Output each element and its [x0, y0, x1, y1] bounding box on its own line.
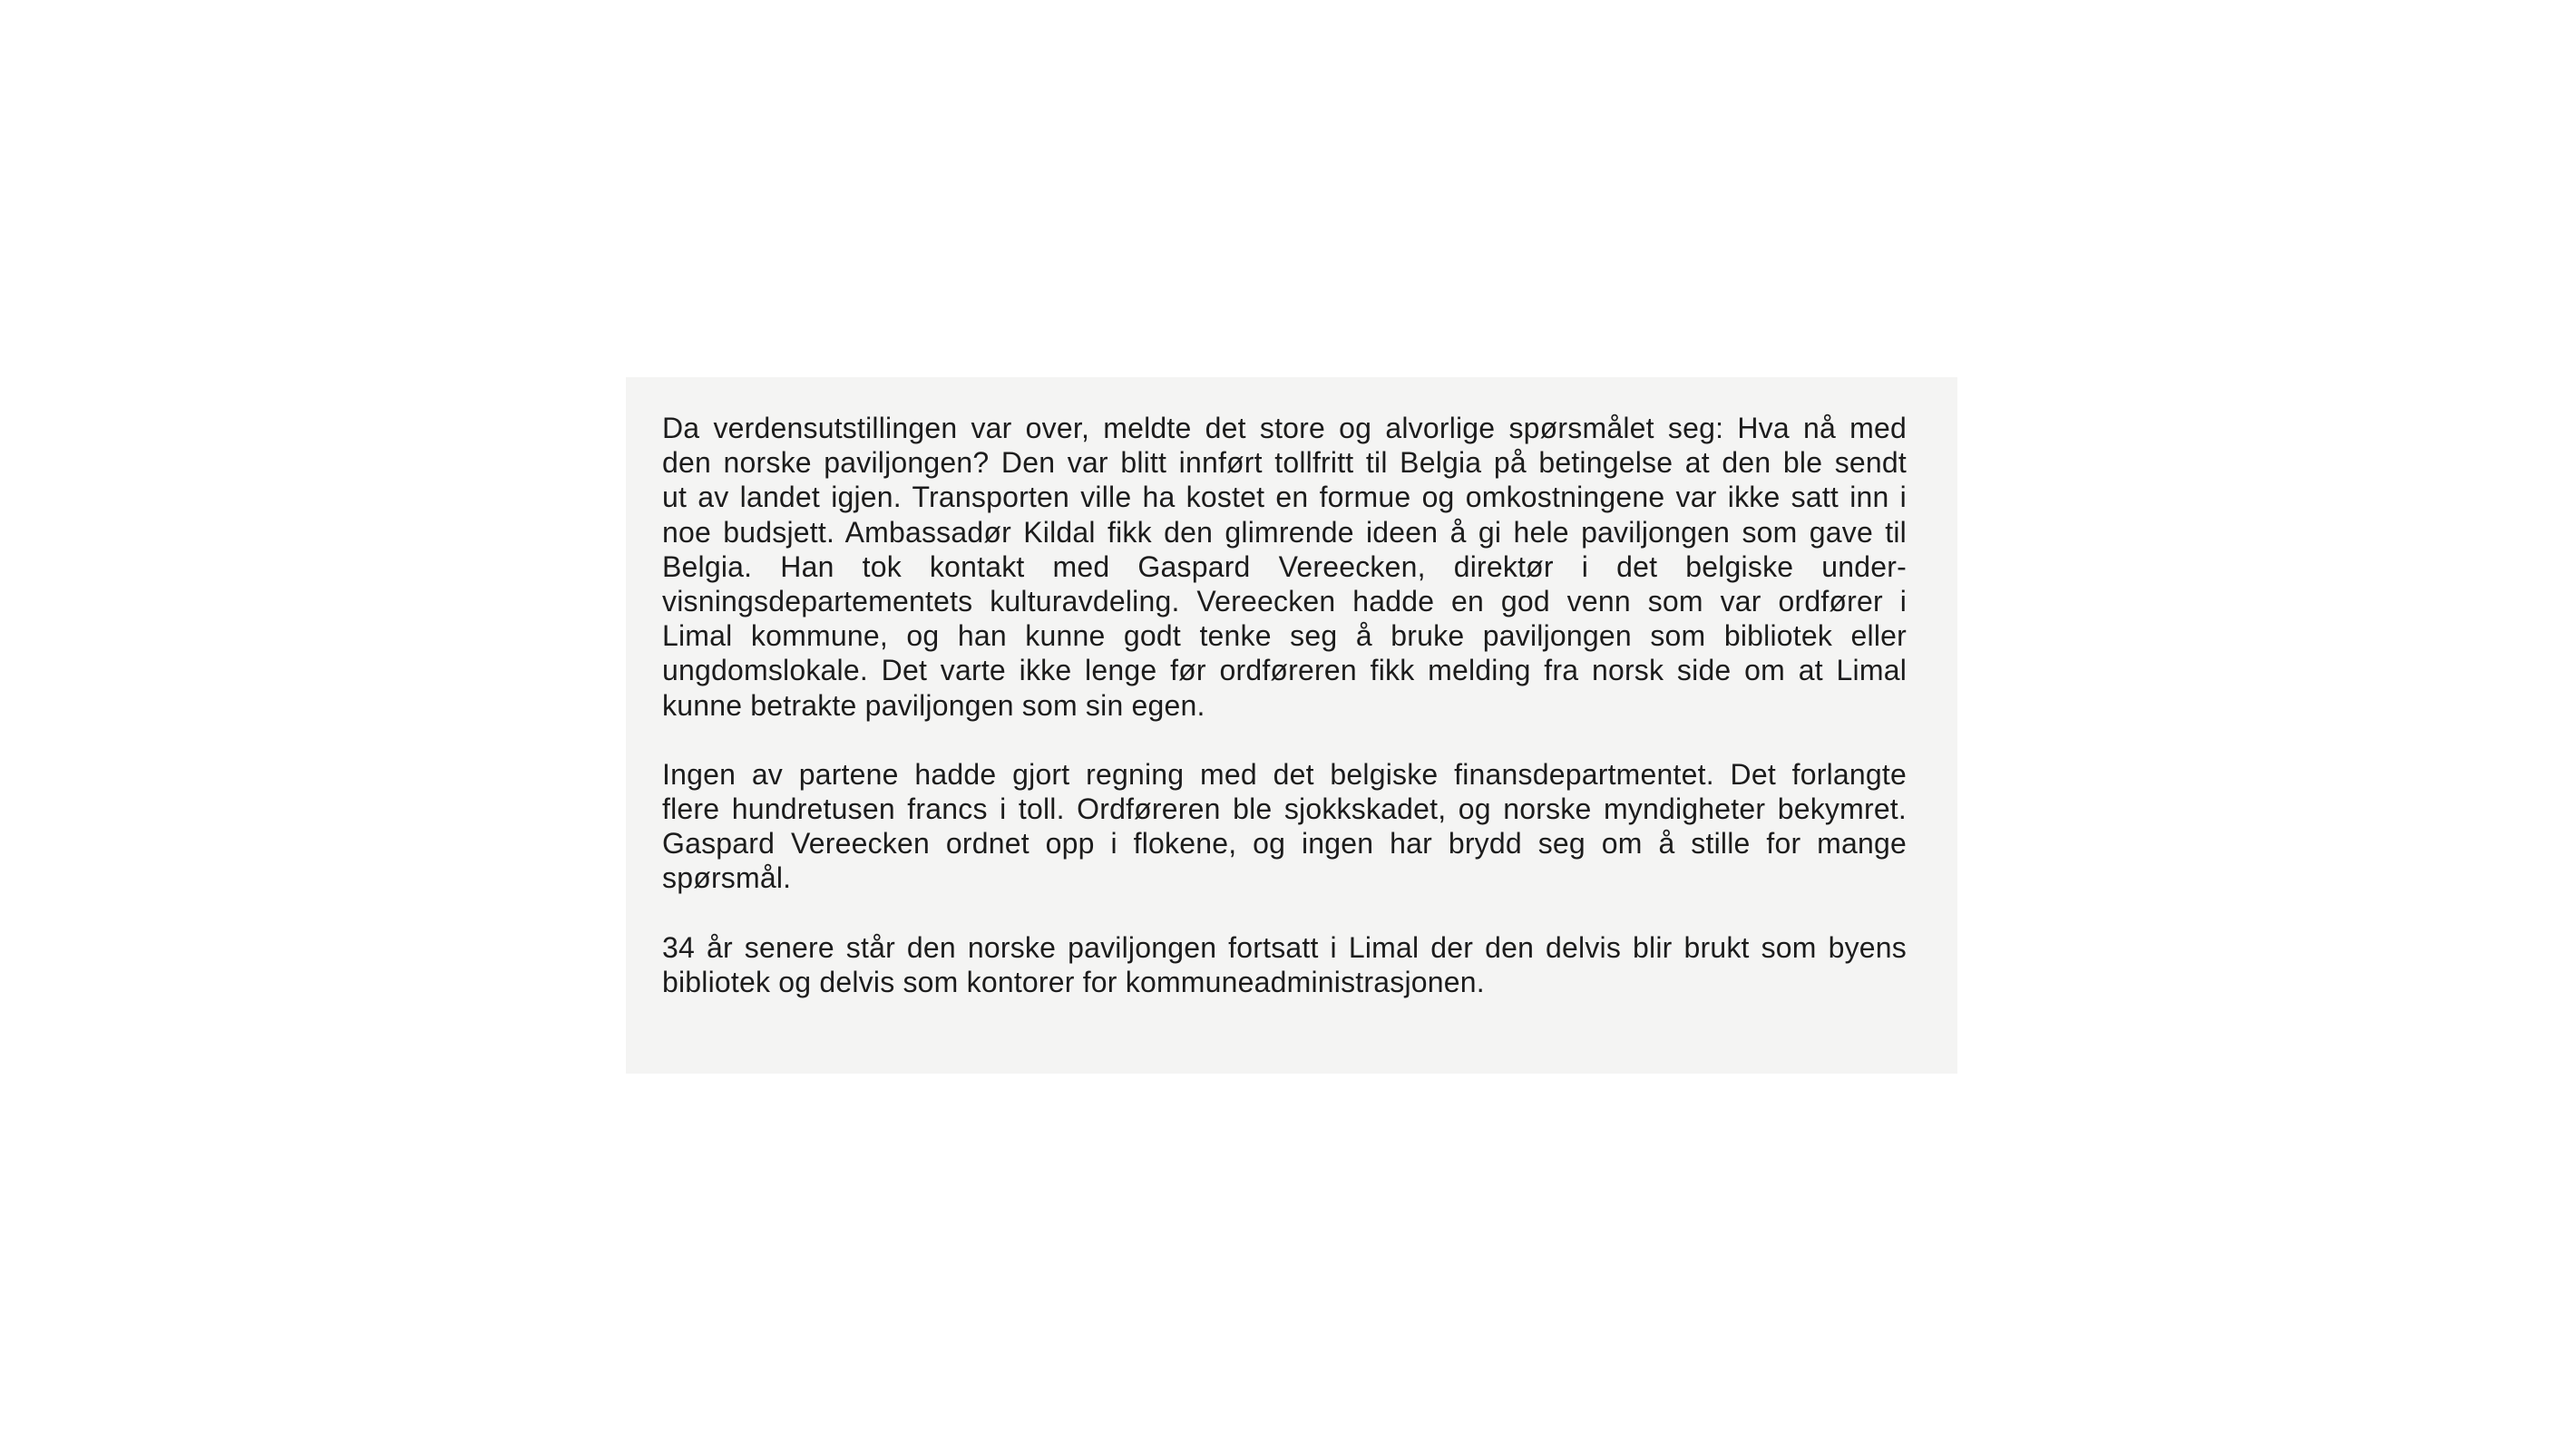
document-body	[662, 411, 1907, 999]
text-line: bibliotek og delvis som kontorer for kommuneadministrasjonen.	[662, 965, 1485, 998]
paragraph-2	[662, 757, 1907, 896]
text-line: Gaspard Vereecken ordnet opp i flokene, og ingen har brydd seg om å stille for mange	[662, 827, 1907, 861]
text-line: ut av landet igjen. Transporten ville ha kostet en formue og omkostningene var ikke satt inn i	[662, 481, 1907, 514]
text-line: ungdomslokale. Det varte ikke lenge før ordføreren fikk melding fra norsk side om at Limal	[662, 654, 1907, 687]
text-panel	[626, 377, 1957, 1074]
paragraph-3	[662, 930, 1907, 999]
text-line: visningsdepartementets kulturavdeling. Vereecken hadde en god venn som var ordfører i	[662, 585, 1907, 618]
text-line: 34 år senere står den norske paviljongen fortsatt i Limal der den delvis blir brukt som byens	[662, 930, 1907, 964]
text-line: Belgia. Han tok kontakt med Gaspard Vereecken, direktør i det belgiske under-	[662, 549, 1907, 583]
paragraph-1	[662, 411, 1907, 723]
text-line: noe budsjett. Ambassadør Kildal fikk den glimrende ideen å gi hele paviljongen som gave til	[662, 515, 1907, 549]
text-line: spørsmål.	[662, 861, 792, 895]
text-line: Da verdensutstillingen var over, meldte det store og alvorlige spørsmålet seg: Hva nå med	[662, 412, 1907, 444]
text-line: Ingen av partene hadde gjort regning med det belgiske finansdepartmentet. Det forlangte	[662, 757, 1907, 791]
text-line: kunne betrakte paviljongen som sin egen.	[662, 688, 1205, 722]
text-line: flere hundretusen francs i toll. Ordføreren ble sjokkskadet, og norske myndigheter bekymret.	[662, 793, 1907, 826]
text-line: Limal kommune, og han kunne godt tenke seg å bruke paviljongen som bibliotek eller	[662, 619, 1907, 653]
text-line: den norske paviljongen? Den var blitt innført tollfritt til Belgia på betingelse at den ble sendt	[662, 446, 1907, 480]
